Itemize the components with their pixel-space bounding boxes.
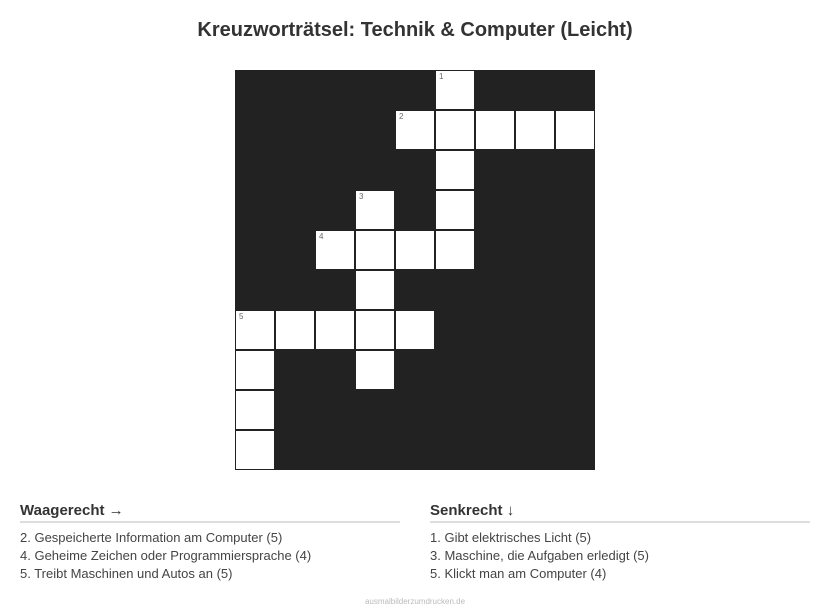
grid-cell[interactable]	[395, 230, 435, 270]
grid-cell[interactable]	[515, 110, 555, 150]
grid-cell[interactable]	[235, 430, 275, 470]
grid-cell[interactable]	[235, 310, 275, 350]
grid-cell[interactable]	[235, 390, 275, 430]
grid-cell[interactable]	[315, 230, 355, 270]
down-clue: 1. Gibt elektrisches Licht (5)	[430, 530, 592, 545]
grid-cell[interactable]	[435, 230, 475, 270]
footer-watermark: ausmalbilderzumdrucken.de	[364, 597, 466, 606]
grid-cell[interactable]	[235, 350, 275, 390]
cell-number: 1	[439, 72, 444, 81]
grid-cell[interactable]	[435, 150, 475, 190]
across-clue: 2. Gespeicherte Information am Computer (5)	[20, 530, 283, 545]
grid-cell[interactable]	[435, 110, 475, 150]
puzzle-title: Kreuzworträtsel: Technik & Computer (Leicht)	[197, 19, 633, 41]
grid-cell[interactable]	[275, 310, 315, 350]
down-clues	[430, 502, 810, 583]
grid-cell[interactable]	[355, 230, 395, 270]
cell-number: 5	[239, 312, 244, 321]
grid-cell[interactable]	[315, 310, 355, 350]
grid-cell[interactable]	[435, 190, 475, 230]
grid-cell[interactable]	[355, 190, 395, 230]
cell-number: 3	[359, 192, 364, 201]
cell-number: 2	[399, 112, 404, 121]
down-clue: 3. Maschine, die Aufgaben erledigt (5)	[430, 548, 649, 563]
grid-cell[interactable]	[555, 110, 595, 150]
across-clues	[20, 502, 400, 583]
cell-number: 4	[319, 232, 324, 241]
grid-cell[interactable]	[475, 110, 515, 150]
grid-cell[interactable]	[395, 310, 435, 350]
across-clue: 5. Treibt Maschinen und Autos an (5)	[20, 566, 233, 581]
crossword-grid	[235, 70, 595, 470]
grid-cell[interactable]	[355, 310, 395, 350]
grid-cell[interactable]	[395, 110, 435, 150]
down-clue: 5. Klickt man am Computer (4)	[430, 566, 607, 581]
grid-cell[interactable]	[355, 350, 395, 390]
across-heading: Waagerecht →	[20, 502, 400, 523]
down-heading: Senkrecht ↓	[430, 502, 810, 523]
across-clue: 4. Geheime Zeichen oder Programmiersprache (4)	[20, 548, 312, 563]
grid-cell[interactable]	[435, 70, 475, 110]
grid-cell[interactable]	[355, 270, 395, 310]
